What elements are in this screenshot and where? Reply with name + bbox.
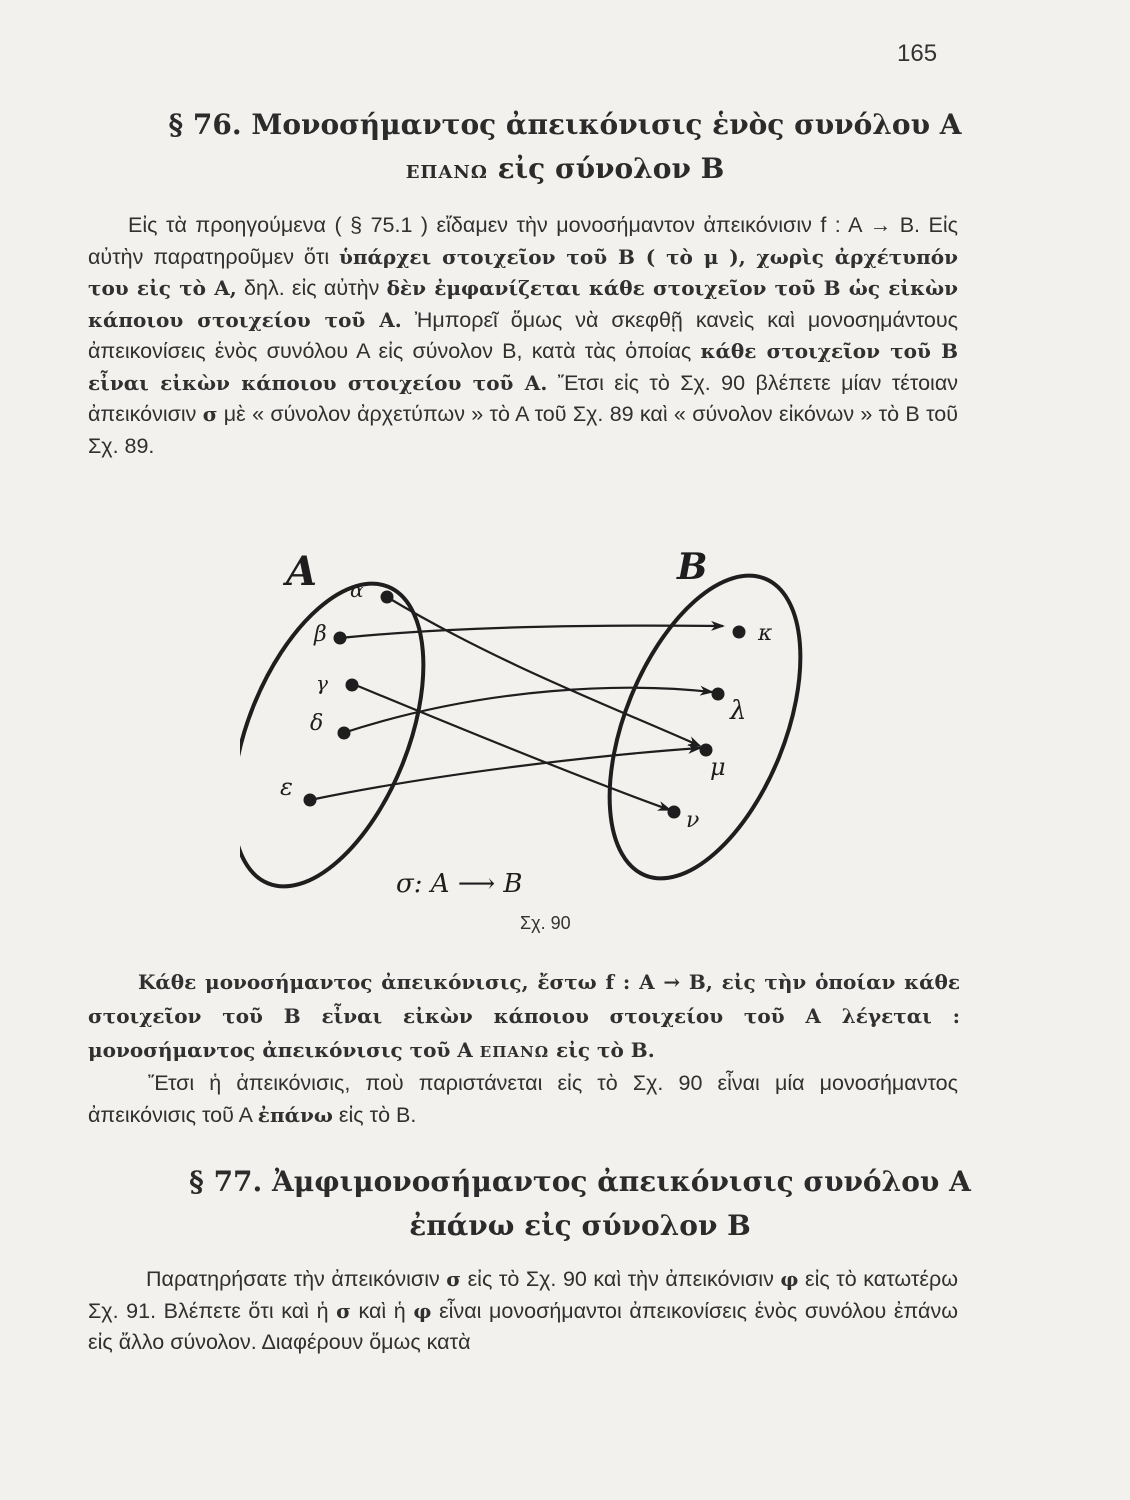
label-epsilon: ε <box>280 773 293 801</box>
paragraph-2 <box>88 1068 958 1131</box>
element-delta-dot <box>338 727 351 740</box>
set-a-label: A <box>286 548 318 595</box>
label-nu: ν <box>686 808 700 833</box>
definition-term-small-caps: ΕΠΑΝΩ <box>479 1043 550 1061</box>
section-77-number: § 77. <box>189 1165 263 1198</box>
definition-text-2: εἰς τὴν ὁποίαν κάθε στοιχεῖον τοῦ Β εἶναι εἰκὼν κάποιου στοιχείου τοῦ Α λέγεται : <box>88 970 961 1028</box>
definition-term-end: εἰς τὸ Β. <box>556 1038 655 1062</box>
para3-text-5: εἶναι μονοσήμαντοι ἀπεικονίσεις ἑνὸς συνόλου ἐπάνω εἰς ἄλλο σύνολον. Διαφέρουν ὅμως κατὰ <box>88 1298 959 1354</box>
element-alpha-dot <box>381 591 394 604</box>
para1-bold-3: κάθε στοιχεῖον τοῦ Β εἶναι εἰκὼν κάποιου στοιχείου τοῦ Α. <box>88 339 958 395</box>
element-gamma-dot <box>346 679 359 692</box>
para3-bold-2: φ <box>780 1267 799 1291</box>
para1-text-2: δηλ. εἰς αὐτὴν <box>236 276 387 300</box>
element-lambda-dot <box>712 688 725 701</box>
section-76-number: § 76. <box>168 108 242 141</box>
section-76-small-caps: ΕΠΑΝΩ <box>405 162 488 183</box>
definition-paragraph <box>88 965 960 1069</box>
element-beta-dot <box>334 632 347 645</box>
section-76-title-line2 <box>80 147 1050 195</box>
definition-term: μονοσήμαντος ἀπεικόνισις τοῦ Α <box>88 1038 473 1062</box>
para1-bold-2: δὲν ἐμφανίζεται κάθε στοιχεῖον τοῦ Β ὡς εἰκὼν κάποιου στοιχείου τοῦ Α. <box>88 276 958 332</box>
section-76-title-text-2: εἰς σύνολον Β <box>497 152 725 185</box>
arrow-gamma-to-nu <box>353 684 670 810</box>
arrow-alpha-to-mu <box>387 597 700 746</box>
para1-text-1: Εἰς τὰ προηγούμενα ( § 75.1 ) εἴδαμεν τὴν μονοσήμαντον ἀπεικόνισιν f : A → B. Εἰς αὐτὴν παρατηροῦμεν ὅτι <box>88 213 958 269</box>
para2-text-1: Ἔτσι ἡ ἀπεικόνισις, ποὺ παριστάνεται εἰς τὸ Σχ. 90 εἶναι μία μονοσήμαντος ἀπεικόνισις τοῦ Α <box>88 1071 958 1127</box>
label-delta: δ <box>310 711 324 736</box>
set-b-label: B <box>677 546 708 588</box>
section-76-title-text: Μονοσήμαντος ἀπεικόνισις ἑνὸς συνόλου Α <box>251 108 962 141</box>
paragraph-1 <box>88 210 958 462</box>
page-number: 165 <box>897 40 938 67</box>
section-76-heading <box>80 103 1050 195</box>
label-mu: μ <box>710 753 726 781</box>
para1-text-4: Ἔτσι εἰς τὸ Σχ. 90 βλέπετε μίαν τέτοιαν ἀπεικόνισιν <box>88 370 958 426</box>
arrow-epsilon-to-mu <box>310 748 700 800</box>
definition-formula: f : A → B, <box>605 970 713 994</box>
para3-text-3: εἰς τὸ κατωτέρω Σχ. 91. Βλέπετε ὅτι καὶ ἡ <box>88 1267 958 1323</box>
para3-bold-1: σ <box>446 1267 462 1291</box>
definition-text-1: Κάθε μονοσήμαντος ἀπεικόνισις, ἔστω <box>138 970 597 994</box>
para3-bold-3: σ <box>336 1298 351 1323</box>
label-alpha: α <box>350 578 364 602</box>
section-77-heading <box>95 1160 1065 1248</box>
label-gamma: γ <box>316 671 328 695</box>
para1-bold-4: σ <box>202 402 218 426</box>
paragraph-3 <box>88 1264 958 1359</box>
para1-text-5: μὲ « σύνολον ἀρχετύπων » τὸ Α τοῦ Σχ. 89 καὶ « σύνολον εἰκόνων » τὸ Β τοῦ Σχ. 89. <box>88 402 958 458</box>
label-lambda: λ <box>730 696 747 726</box>
section-76-title-line1 <box>80 103 1050 147</box>
label-kappa: κ <box>758 621 773 646</box>
para3-text-4: καὶ ἡ <box>350 1298 414 1323</box>
element-epsilon-dot <box>304 794 317 807</box>
set-b-ellipse <box>571 549 820 905</box>
element-nu-dot <box>668 806 681 819</box>
para2-text-2: εἰς τὸ Β. <box>332 1102 417 1127</box>
para3-bold-4: φ <box>413 1298 432 1323</box>
section-77-title-line2 <box>95 1204 1065 1248</box>
mapping-label: σ: A ⟶ B <box>396 869 523 899</box>
figure-90-diagram <box>240 545 820 905</box>
para3-text-2: εἰς τὸ Σχ. 90 καὶ τὴν ἀπεικόνισιν <box>461 1267 781 1291</box>
section-77-title-text-2: ἐπάνω εἰς σύνολον Β <box>409 1209 751 1242</box>
section-77-title-line1 <box>95 1160 1065 1204</box>
figure-caption: Σχ. 90 <box>520 913 571 933</box>
element-kappa-dot <box>733 626 746 639</box>
para3-text-1: Παρατηρήσατε τὴν ἀπεικόνισιν <box>146 1267 447 1291</box>
para1-text-3: Ἠμπορεῖ ὅμως νὰ σκεφθῇ κανεὶς καὶ μονοσημάντους ἀπεικονίσεις ἑνὸς συνόλου Α εἰς σύνολον Β, κατὰ τὰς ὁποίας <box>88 307 958 363</box>
para1-bold-1: ὑπάρχει στοιχεῖον τοῦ Β ( τὸ μ ), χωρὶς ἀρχέτυπόν του εἰς τὸ Α, <box>88 244 958 300</box>
para2-bold-1: ἐπάνω <box>257 1102 333 1127</box>
section-77-title-text: Ἀμφιμονοσήμαντος ἀπεικόνισις συνόλου Α <box>272 1165 971 1198</box>
label-beta: β <box>314 622 327 647</box>
